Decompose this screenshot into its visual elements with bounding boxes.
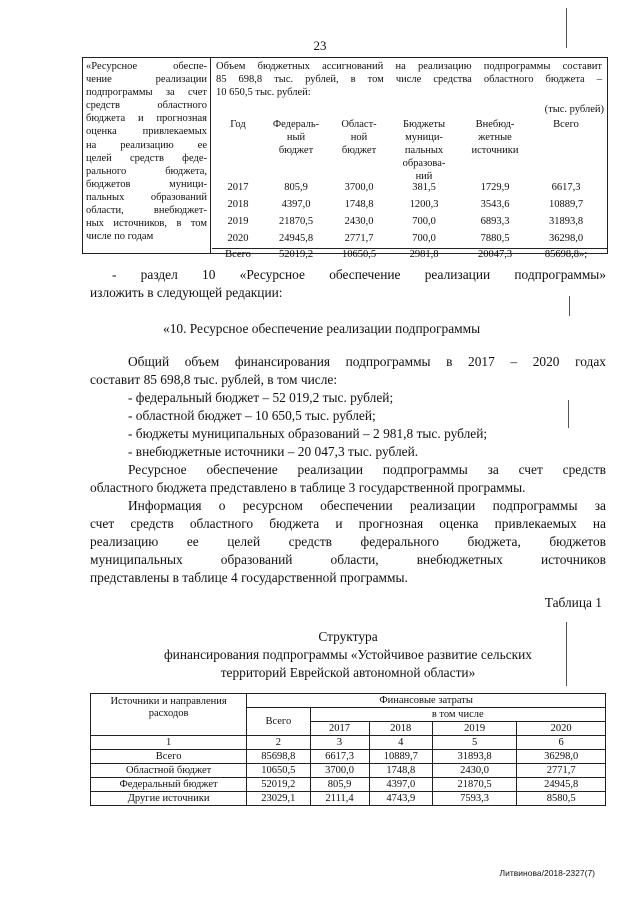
cell-value: 8580,5 xyxy=(517,792,606,806)
cell-value: 36298,0 xyxy=(517,750,606,764)
cell-value: 24945,8 xyxy=(517,778,606,792)
header-line: ной xyxy=(350,132,368,143)
cell-value: 2771,7 xyxy=(517,764,606,778)
cell-federal: 52019,2 xyxy=(278,249,314,260)
col-number: 4 xyxy=(369,736,432,750)
header-federal xyxy=(268,118,324,157)
para-info-rest xyxy=(90,515,606,587)
header-line: Бюджеты xyxy=(402,119,446,130)
cell-value: 2111,4 xyxy=(310,792,369,806)
col-number: 2 xyxy=(247,736,310,750)
table-row xyxy=(91,778,606,792)
funding-structure-table xyxy=(90,693,606,806)
cell-offbudget: 20047,3 xyxy=(477,249,513,260)
cell-federal: 4397,0 xyxy=(281,199,311,210)
cell-offbudget: 3543,6 xyxy=(480,199,510,210)
passport-intro xyxy=(216,60,602,99)
header-offbudget xyxy=(462,118,528,157)
cell-year: 2017 xyxy=(227,182,249,193)
cell-value: 10650,5 xyxy=(247,764,310,778)
text-line: «Ресурсное обеспе- xyxy=(86,61,207,72)
cell-value: 4397,0 xyxy=(369,778,432,792)
para-regional-line2: областного бюджета представлено в таблице 3 государственной программы. xyxy=(90,480,526,495)
cell-regional: 2771,7 xyxy=(344,233,374,244)
text-line: Общий объем финансирования подпрограммы в 2017 – 2020 годах xyxy=(128,354,606,369)
cell-value: 23029,1 xyxy=(247,792,310,806)
header-line: Внебюд- xyxy=(475,119,515,130)
unit-label: (тыс. рублей) xyxy=(544,104,604,115)
header-line: расходов xyxy=(148,708,189,719)
cell-offbudget: 1729,9 xyxy=(480,182,510,193)
cell-regional: 1748,8 xyxy=(344,199,374,210)
text-line: оценка привлекаемых xyxy=(86,126,207,138)
passport-table xyxy=(82,57,608,260)
cell-value: 1748,8 xyxy=(369,764,432,778)
list-item: - федеральный бюджет – 52 019,2 тыс. рублей; xyxy=(128,390,394,405)
cell-year: 2019 xyxy=(227,216,249,227)
row-label: Областной бюджет xyxy=(91,764,247,778)
cell-total: 31893,8 xyxy=(548,216,584,227)
header-sources xyxy=(91,694,247,736)
text-line: средств областного xyxy=(86,100,207,112)
header-line: бюджет xyxy=(341,145,377,156)
cell-year: 2018 xyxy=(227,199,249,210)
para-info xyxy=(128,497,606,515)
cell-value: 21870,5 xyxy=(432,778,516,792)
text-line: Информация о ресурсном обеспечении реализации подпрограммы за xyxy=(128,498,606,513)
table-row xyxy=(91,792,606,806)
header-line: ный xyxy=(286,132,306,143)
header-line: Источники и направления xyxy=(110,696,227,707)
row-label: Другие источники xyxy=(91,792,247,806)
header-total: Всего xyxy=(553,119,579,130)
table-label: Таблица 1 xyxy=(544,595,602,610)
cell-federal: 805,9 xyxy=(284,182,308,193)
text-line: подпрограммы за счет xyxy=(86,87,207,99)
text-line: представлены в таблице 4 государственной программы. xyxy=(90,570,408,585)
cell-offbudget: 7880,5 xyxy=(480,233,510,244)
table-row xyxy=(212,216,607,232)
section-intro xyxy=(112,266,606,284)
text-line: числе по годам xyxy=(86,231,154,243)
header-year: 2020 xyxy=(517,722,606,736)
cell-value: 2430,0 xyxy=(432,764,516,778)
text-line: 85 698,8 тыс. рублей, в том числе средства областного бюджета – xyxy=(216,74,602,85)
scan-mark xyxy=(566,8,567,48)
header-line: образова- xyxy=(402,158,446,169)
text-line: области, внебюджет- xyxy=(86,205,207,217)
cell-federal: 21870,5 xyxy=(278,216,314,227)
para-regional xyxy=(128,461,606,479)
header-municipal xyxy=(390,118,458,183)
col-number: 3 xyxy=(310,736,369,750)
text-line: Ресурсное обеспечение реализации подпрограммы за счет средств xyxy=(128,462,606,477)
text-line: 10 650,5 тыс. рублей: xyxy=(216,87,311,98)
header-year: 2019 xyxy=(432,722,516,736)
header-year: 2018 xyxy=(369,722,432,736)
cell-value: 10889,7 xyxy=(369,750,432,764)
text-line: на реализацию ее xyxy=(86,139,207,151)
text-line: муниципальных образований области, внебюджетных источников xyxy=(90,552,606,567)
cell-municipal: 700,0 xyxy=(412,233,436,244)
cell-federal: 24945,8 xyxy=(278,233,314,244)
header-regional xyxy=(329,118,389,157)
row-label: Всего xyxy=(91,750,247,764)
text-line: - раздел 10 «Ресурсное обеспечение реализации подпрограммы» xyxy=(112,267,606,282)
header-costs: Финансовые затраты xyxy=(247,694,606,708)
total-row-divider xyxy=(212,248,607,249)
table-row xyxy=(212,233,607,249)
table-row xyxy=(91,764,606,778)
cell-total: 36298,0 xyxy=(548,233,584,244)
cell-regional: 10650,5 xyxy=(341,249,377,260)
header-line: Федераль- xyxy=(272,119,320,130)
title-line: Структура xyxy=(318,629,378,644)
table-row xyxy=(212,182,607,198)
cell-municipal: 1200,3 xyxy=(409,199,439,210)
header-line: пальных xyxy=(404,145,444,156)
cell-year: Всего xyxy=(225,249,251,260)
list-item: - областной бюджет – 10 650,5 тыс. рублей; xyxy=(128,408,376,423)
text-line: пальных образований xyxy=(86,191,207,203)
header-incl: в том числе xyxy=(310,708,606,722)
section-intro-line2: изложить в следующей редакции: xyxy=(90,285,283,300)
table-row xyxy=(91,750,606,764)
text-line: целей средств феде- xyxy=(86,152,207,164)
table-row xyxy=(212,249,607,265)
col-number: 6 xyxy=(517,736,606,750)
cell-total: 10889,7 xyxy=(548,199,584,210)
table-title xyxy=(90,628,606,682)
cell-regional: 3700,0 xyxy=(344,182,374,193)
cell-value: 6617,3 xyxy=(310,750,369,764)
para-total-line2: составит 85 698,8 тыс. рублей, в том числе: xyxy=(90,372,338,387)
cell-value: 805,9 xyxy=(310,778,369,792)
col-number: 5 xyxy=(432,736,516,750)
table-row xyxy=(212,199,607,215)
header-line: Област- xyxy=(341,119,377,130)
cell-municipal: 700,0 xyxy=(412,216,436,227)
header-total: Всего xyxy=(247,708,310,736)
header-line: источники xyxy=(471,145,519,156)
footer-code: Литвинова/2018-2327(7) xyxy=(499,868,595,878)
cell-value: 31893,8 xyxy=(432,750,516,764)
header-year: 2017 xyxy=(310,722,369,736)
list-item: - бюджеты муниципальных образований – 2 981,8 тыс. рублей; xyxy=(128,426,488,441)
col-number: 1 xyxy=(91,736,247,750)
cell-year: 2020 xyxy=(227,233,249,244)
header-line: ний xyxy=(415,171,433,182)
cell-regional: 2430,0 xyxy=(344,216,374,227)
cell-total: 85698,8»; xyxy=(544,249,588,260)
text-line: счет средств областного бюджета и прогнозная оценка привлекаемых на xyxy=(90,516,606,531)
page-number: 23 xyxy=(313,38,327,53)
title-line: территорий Еврейской автономной области» xyxy=(220,665,476,680)
text-line: рального бюджета, xyxy=(86,165,207,177)
header-year: Год xyxy=(230,119,246,130)
text-line: бюджетов муници- xyxy=(86,178,207,190)
text-line: Объем бюджетных ассигнований на реализацию подпрограммы составит xyxy=(216,61,602,72)
passport-row-label xyxy=(83,58,211,253)
cell-total: 6617,3 xyxy=(551,182,581,193)
text-line: чение реализации xyxy=(86,74,207,86)
passport-row-value xyxy=(212,58,607,260)
cell-value: 3700,0 xyxy=(310,764,369,778)
header-line: бюджет xyxy=(278,145,314,156)
title-line: финансирования подпрограммы «Устойчивое развитие сельских xyxy=(163,647,533,662)
cell-offbudget: 6893,3 xyxy=(480,216,510,227)
text-line: ных источников, в том xyxy=(86,218,207,230)
text-line: реализацию ее целей средств федерального бюджета, бюджетов xyxy=(90,534,606,549)
cell-value: 7593,3 xyxy=(432,792,516,806)
row-label: Федеральный бюджет xyxy=(91,778,247,792)
scan-mark xyxy=(568,400,569,428)
funding-list xyxy=(128,389,487,461)
list-item: - внебюджетные источники – 20 047,3 тыс. рублей. xyxy=(128,444,419,459)
header-line: муници- xyxy=(405,132,443,143)
text-line: бюджета и прогнозная xyxy=(86,113,207,125)
para-total xyxy=(128,353,606,371)
cell-value: 4743,9 xyxy=(369,792,432,806)
cell-municipal: 381,5 xyxy=(412,182,436,193)
cell-value: 85698,8 xyxy=(247,750,310,764)
cell-municipal: 2981,8 xyxy=(409,249,439,260)
cell-value: 52019,2 xyxy=(247,778,310,792)
section-title: «10. Ресурсное обеспечение реализации подпрограммы xyxy=(163,321,481,336)
table-body xyxy=(91,750,606,806)
scan-mark xyxy=(569,296,570,316)
header-line: жетные xyxy=(478,132,512,143)
